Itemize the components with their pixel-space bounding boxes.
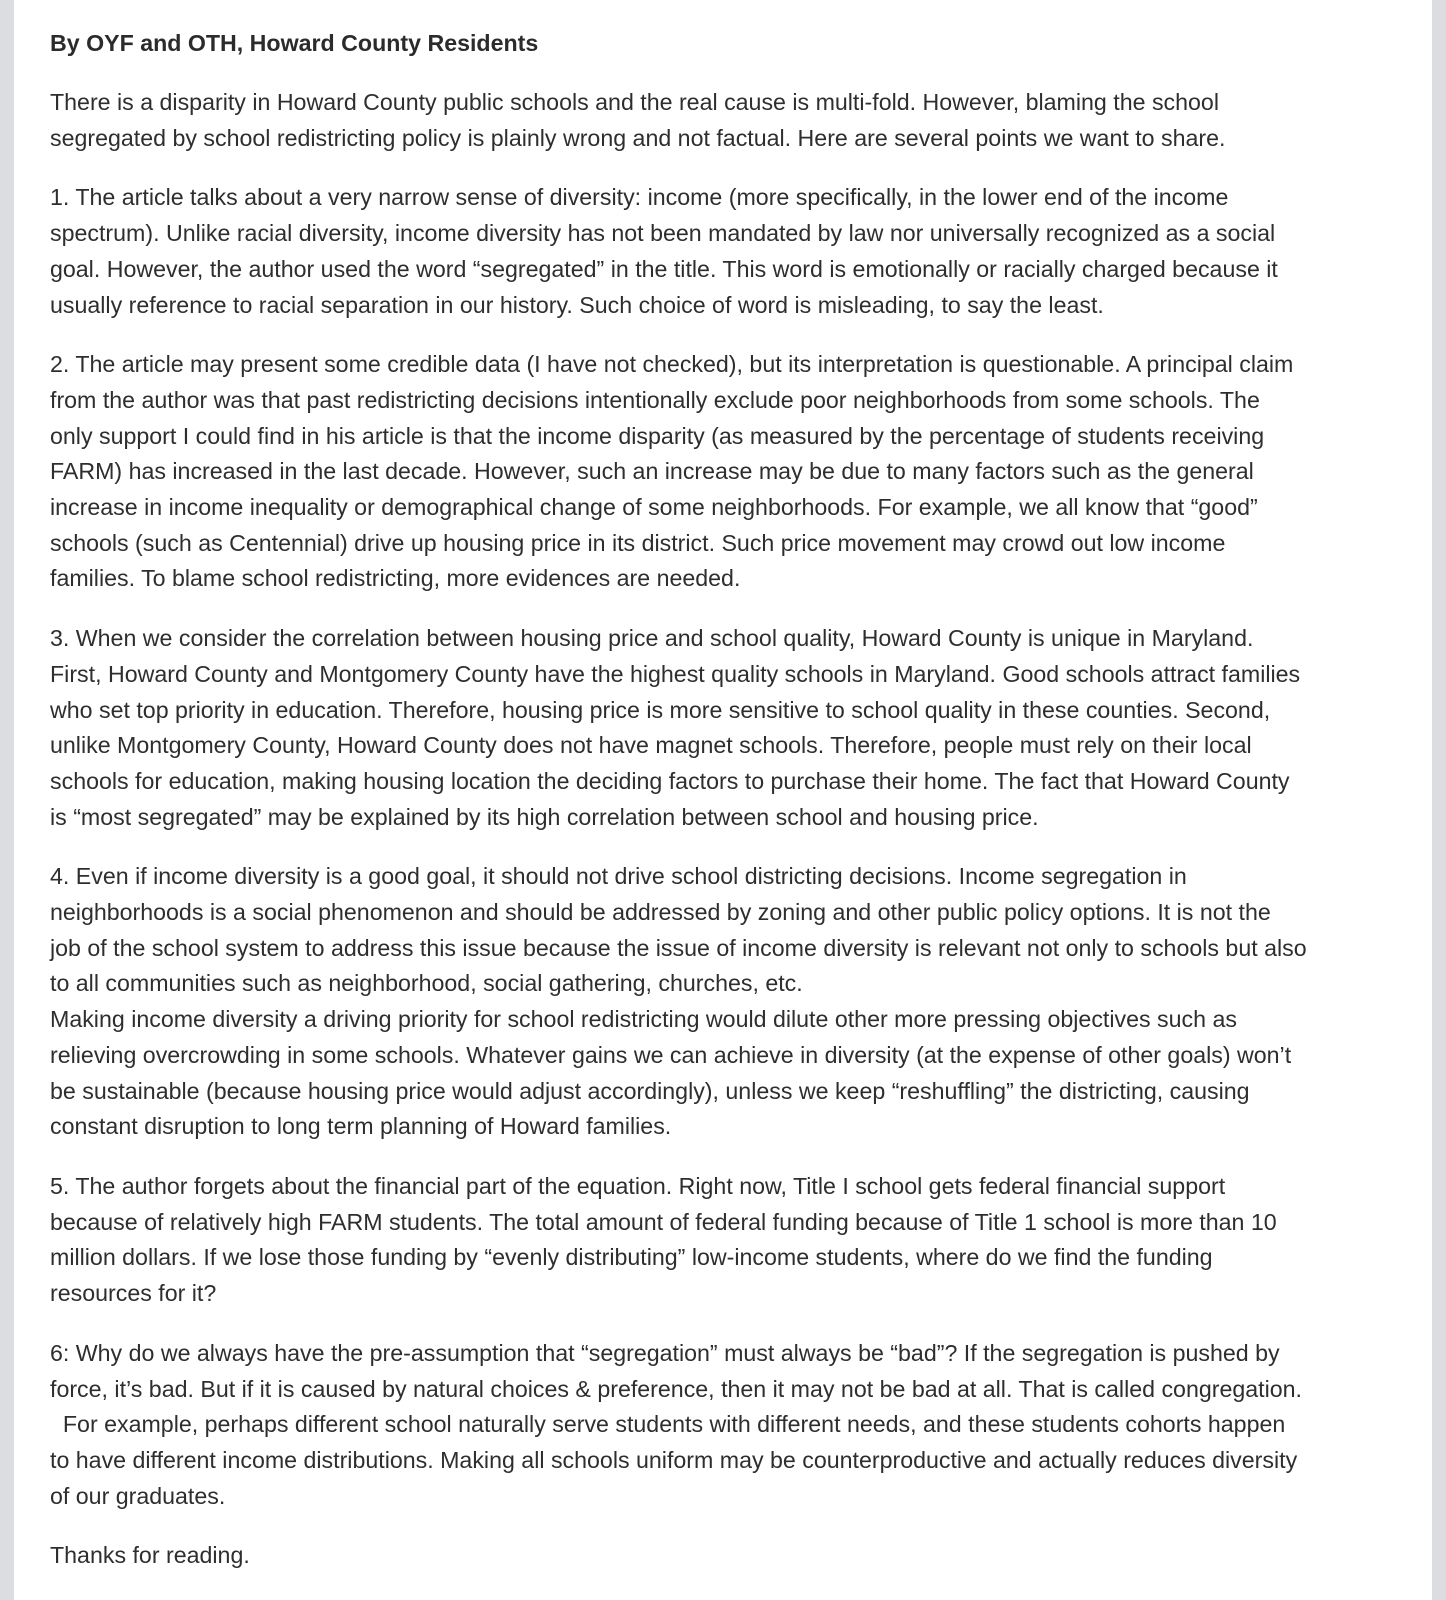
paragraph-line: goal. However, the author used the word “segregated” in the title. This word is emotionally or racially charged because it bbox=[50, 255, 1278, 282]
paragraph bbox=[50, 1538, 1414, 1574]
paragraph-line: unlike Montgomery County, Howard County does not have magnet schools. Therefore, people must rely on their local bbox=[50, 732, 1252, 759]
paragraph-line: 5. The author forgets about the financial part of the equation. Right now, Title I school gets federal financial support bbox=[50, 1172, 1226, 1199]
paragraph-line: only support I could find in his article is that the income disparity (as measured by the percentage of students receiving bbox=[50, 422, 1265, 449]
paragraph-line: who set top priority in education. Therefore, housing price is more sensitive to school quality in these counties. Second, bbox=[50, 696, 1271, 723]
paragraph-line: families. To blame school redistricting, more evidences are needed. bbox=[50, 565, 741, 592]
paragraph-line: of our graduates. bbox=[50, 1482, 226, 1509]
paragraph-line: First, Howard County and Montgomery County have the highest quality schools in Maryland. Good schools attract families bbox=[50, 660, 1301, 687]
paragraph-line: Thanks for reading. bbox=[50, 1542, 250, 1569]
paragraph-line: job of the school system to address this issue because the issue of income diversity is relevant not only to schools but also bbox=[50, 934, 1307, 961]
paragraph-line: neighborhoods is a social phenomenon and should be addressed by zoning and other public policy options. It is not the bbox=[50, 899, 1271, 926]
paragraph bbox=[50, 85, 1414, 156]
paragraph-line: usually reference to racial separation in our history. Such choice of word is misleading, to say the least. bbox=[50, 291, 1104, 318]
paragraph bbox=[50, 621, 1414, 835]
paragraph-line: 4. Even if income diversity is a good goal, it should not drive school districting decisions. Income segregation in bbox=[50, 863, 1187, 890]
paragraph-line: relieving overcrowding in some schools. Whatever gains we can achieve in diversity (at the expense of other goals) won’t bbox=[50, 1041, 1292, 1068]
paragraph bbox=[50, 859, 1414, 1145]
paragraph-line: 1. The article talks about a very narrow sense of diversity: income (more specifically, in the lower end of the income bbox=[50, 184, 1229, 211]
byline: By OYF and OTH, Howard County Residents bbox=[50, 30, 539, 56]
article-body bbox=[50, 85, 1414, 1574]
paragraph-line: is “most segregated” may be explained by its high correlation between school and housing price. bbox=[50, 803, 1039, 830]
paragraph bbox=[50, 1336, 1414, 1515]
paragraph-line: constant disruption to long term planning of Howard families. bbox=[50, 1113, 672, 1140]
paragraph-line: force, it’s bad. But if it is caused by natural choices & preference, then it may not be bad at all. That is called congregation. bbox=[50, 1375, 1302, 1402]
paragraph-line: FARM) has increased in the last decade. However, such an increase may be due to many factors such as the general bbox=[50, 458, 1254, 485]
paragraph-line: be sustainable (because housing price would adjust accordingly), unless we keep “reshuffling” the districting, causing bbox=[50, 1077, 1250, 1104]
paragraph-line: million dollars. If we lose those funding by “evenly distributing” low-income students, where do we find the funding bbox=[50, 1244, 1213, 1271]
paragraph-line: to have different income distributions. Making all schools uniform may be counterproductive and actually reduces diversity bbox=[50, 1446, 1298, 1473]
paragraph bbox=[50, 347, 1414, 597]
paragraph-line: 2. The article may present some credible data (I have not checked), but its interpretation is questionable. A principal claim bbox=[50, 351, 1294, 378]
paragraph bbox=[50, 180, 1414, 323]
paragraph-line: from the author was that past redistricting decisions intentionally exclude poor neighborhoods from some schools. The bbox=[50, 386, 1260, 413]
paragraph-line: because of relatively high FARM students. The total amount of federal funding because of Title 1 school is more than 10 bbox=[50, 1208, 1277, 1235]
paragraph-line: schools (such as Centennial) drive up housing price in its district. Such price movement may crowd out low income bbox=[50, 529, 1226, 556]
paragraph-line: 3. When we consider the correlation between housing price and school quality, Howard County is unique in Maryland. bbox=[50, 625, 1254, 652]
paragraph-line: spectrum). Unlike racial diversity, income diversity has not been mandated by law nor universally recognized as a social bbox=[50, 220, 1276, 247]
paragraph-line: segregated by school redistricting policy is plainly wrong and not factual. Here are several points we want to share. bbox=[50, 124, 1226, 151]
paragraph bbox=[50, 1169, 1414, 1312]
paragraph-line: For example, perhaps different school naturally serve students with different needs, and these students cohorts happen bbox=[50, 1411, 1286, 1438]
paragraph-line: increase in income inequality or demographical change of some neighborhoods. For example, we all know that “good” bbox=[50, 494, 1258, 521]
paragraph-line: Making income diversity a driving priority for school redistricting would dilute other more pressing objectives such as bbox=[50, 1006, 1237, 1033]
paragraph-line: schools for education, making housing location the deciding factors to purchase their home. The fact that Howard County bbox=[50, 767, 1290, 794]
paragraph-line: to all communities such as neighborhood, social gathering, churches, etc. bbox=[50, 970, 803, 997]
paragraph-line: There is a disparity in Howard County public schools and the real cause is multi-fold. However, blaming the school bbox=[50, 89, 1219, 115]
paragraph-line: 6: Why do we always have the pre-assumption that “segregation” must always be “bad”? If the segregation is pushed by bbox=[50, 1339, 1280, 1366]
paragraph-line: resources for it? bbox=[50, 1280, 217, 1307]
article-page bbox=[14, 0, 1432, 1600]
